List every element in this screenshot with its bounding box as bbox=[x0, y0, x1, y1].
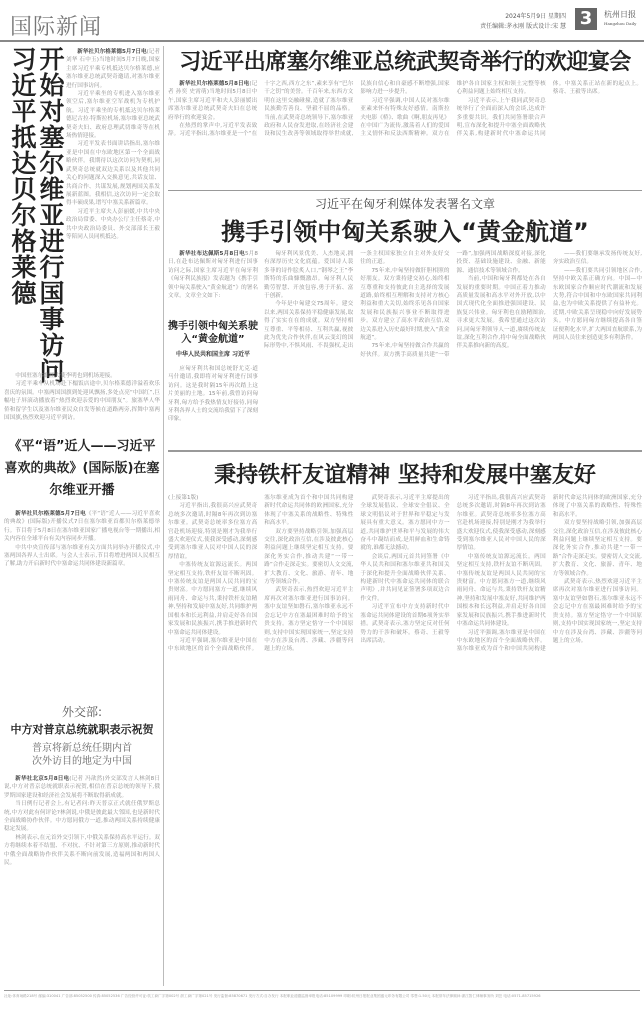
paragraph: 75年来,中匈坚持做合作共赢的好伙伴。双方携手高质量共建“一带一路”,加强两国战略深度对接,深化投资、基础设施建设、金融、新能源、通信技术等领域合作。 bbox=[360, 251, 546, 358]
paragraph: (记者 冯歆然)外交部发言人林剑8日说,中方对普京总统就职表示祝贺,相信在普京总统的领导下,俄罗斯国家建设和经济社会发展将不断取得新成就。 bbox=[4, 776, 160, 799]
a1-headline bbox=[4, 46, 64, 391]
paragraph: 中共中央宣传部与塞尔维亚有关方面共同举办开播仪式,中塞两国各界人士出席。与会人士表示,节目将增进两国人民相互了解,助力开启新时代中塞命运共同体建设新篇章。 bbox=[4, 544, 160, 568]
paragraph: 今年是中匈建交75周年。建交以来,两国关系保持平稳健康发展,取得了实实在在的成就。双方坚持相互尊重、平等相待、互利共赢,视彼此为优先合作伙伴,在风云变幻的国际形势中,不惧风雨、不畏强权,走出一条主权国家独立自主对外友好交往的正道。 bbox=[264, 251, 450, 350]
a2-body bbox=[4, 510, 160, 690]
a3-subtitle: 普京将新总统任期内首次外访目的地定为中国 bbox=[32, 743, 132, 767]
paragraph: 在热烈的掌声中,习近平发表致辞。习近平指出,塞尔维亚是一个“在十字之西,西方之东”,素来享有“巴尔干之钥”的美誉。千百年来,东西方文明在这里交融碰撞,造就了塞尔维亚民族勤劳善良、坚毅不屈的品格。当前,在武契奇总统领导下,塞尔维亚政府和人民奋发进取,在经济社会建设和民生改善等领域取得举世成就,民族自信心和自豪感不断增强,国家影响力进一步提升。 bbox=[168, 81, 450, 138]
a3-dateline: 新华社北京5月8日电 bbox=[15, 776, 70, 782]
column-divider bbox=[163, 46, 164, 986]
a5-box-title: 携手引领中匈关系驶入“黄金航道” bbox=[168, 321, 258, 345]
logo-text: 杭州日报 bbox=[604, 10, 636, 19]
paragraph: 习近平指出,我很高兴应武契奇总统多次邀请,时隔8年再次到访塞尔维亚。武契奇总统率多位塞方高官赴机场迎接,特别是刚才为我举行盛大欢迎仪式,使我深受感动,深刻感受到塞尔维亚人民对中国人民的深厚情谊。 bbox=[168, 503, 258, 560]
paragraph: 武契奇表示,习近平主席提出的全球发展倡议、全球安全倡议、全球文明倡议对于世界和平稳定与发展具有重大意义。塞方愿同中方一道,共同维护世界和平与发展的伟大奋斗中凝结而成,是用鲜血和生命铸就的,谁都无法撼动。 bbox=[360, 495, 450, 552]
a5-box-author: 中华人民共和国主席 习近平 bbox=[175, 351, 251, 358]
a1-body-cont bbox=[4, 372, 160, 432]
divider bbox=[168, 450, 642, 452]
header-rule bbox=[0, 40, 644, 42]
a5-title: 携手引领中匈关系驶入“黄金航道” bbox=[221, 218, 589, 246]
paragraph: 当前,中国和匈牙利都处在各自发展的重要时期。中国正着力推动高质量发展和高水平对外开放,以中国式现代化全面推进强国建设、民族复兴伟业。匈牙利也在励精图治,寻求更大发展。我希望通过这次访问,同匈牙利领导人一道,赓续传统友谊,深化互利合作,将中匈全面战略伙伴关系推向新的高度。 bbox=[456, 276, 546, 350]
paragraph: 匈牙利风景优美、人杰地灵,拥有深厚历史文化底蕴。爱国诗人裴多菲的诗作脍炙人口,“钢琴之王”李斯特的乐曲慷慨激昂。匈牙利人民勤劳智慧、开放包容,勇于开拓、富于创新。 bbox=[264, 251, 354, 300]
a4-dateline: 新华社贝尔格莱德5月8日电 bbox=[179, 81, 250, 87]
a5-body-lead bbox=[168, 250, 258, 317]
paragraph: 林剑表示,在元首外交引领下,中俄关系保持高水平运行。双方将继续本着不结盟、不对抗、不针对第三方原则,推动新时代中俄全面战略协作伙伴关系不断向前发展,造福两国和两国人民。 bbox=[4, 834, 160, 867]
paragraph: 习近平乘坐的专机进入塞尔维亚领空后,塞尔维亚空军战机为专机护航。习近平乘坐的专机抵达贝尔格莱德尼古拉·特斯拉机场,塞尔维亚总统武契奇夫妇、政府总理武切维奇等在机场热情迎接。 bbox=[66, 91, 160, 140]
a4-body bbox=[168, 80, 642, 188]
paragraph: 中塞传统友谊源远流长。两国坚定相互支持,铁杆友谊不断巩固。中塞传统友谊是两国人民共同的宝贵财富。中方愿同塞方一道,继续风雨同舟、命运与共,秉持铁杆友谊精神,坚持和发展中塞友好,共同维护两国根本和长远利益,并肩走好各自国家发展和民族振兴,携手推进新时代中塞命运共同体建设。 bbox=[168, 562, 258, 636]
a5-box bbox=[168, 320, 258, 358]
a1-body bbox=[66, 48, 160, 370]
paragraph: (记者 孙奕 史霄萌)当地时间5月8日中午,国家主席习近平和夫人彭丽媛出席塞尔维亚总统武契奇夫妇在总统府举行的欢迎宴会。 bbox=[168, 81, 258, 121]
footer-rule bbox=[4, 990, 640, 991]
section-title: 国际新闻 bbox=[10, 15, 103, 40]
paragraph: 5月8日,在赴布达佩斯对匈牙利进行国事访问之际,国家主席习近平在匈牙利《匈牙利民族报》发表题为《携手引领中匈关系驶入“黄金航道”》的署名文章。文章全文如下: bbox=[168, 251, 258, 300]
a5-body-left bbox=[168, 365, 258, 445]
paragraph: 双方要坚持战略引领,加强高层交往,深化政治互信,在涉及彼此核心利益问题上继续坚定相互支持。要深化务实合作,推动共建“一带一路”合作走深走实。要密切人文交流,扩大教育、文化、旅游、青年、地方等领域合作。 bbox=[264, 528, 354, 586]
a6-continued: (上接第1版) bbox=[168, 495, 199, 501]
a2-title: 《平“语”近人——习近平喜欢的典故》(国际版)在塞尔维亚开播 bbox=[4, 439, 160, 498]
paragraph: ——我们要继承发扬传统友好,夯实政治互信。 bbox=[552, 251, 642, 266]
paragraph: (记者 刘华 石中玉)当地时间5月7日晚,国家主席习近平乘专机抵达贝尔格莱德,应塞尔维亚总统武契奇邀请,对塞尔维亚进行国事访问。 bbox=[66, 49, 160, 89]
logo-en: Hangzhou Daily bbox=[604, 21, 637, 26]
paragraph: ——我们要共同引领地区合作,坚持中欧关系正确方向。中国—中东欧国家合作顺应时代潮流和发展大势,符合中国和中东欧国家共同利益,也为中欧关系提供了有益补充。近期,中欧关系呈现稳中向好发展势头。中方愿同匈方继续提高各自签证便利化水平,扩大两国直航联系,为两国人员往来创造更多有利条件。 bbox=[552, 267, 642, 342]
a6-title: 秉持铁杆友谊精神 坚持和发展中塞友好 bbox=[214, 463, 596, 488]
paragraph: 习近平强调,塞尔维亚是中国在中东欧地区的首个全面战略伙伴。塞尔维亚成为首个和中国共同构建新时代命运共同体的欧洲国家,充分体现了中塞关系的战略性、特殊性和高水平。 bbox=[456, 495, 642, 653]
paragraph: 习近平强调,塞尔维亚是中国在中东欧地区的首个全面战略伙伴。塞尔维亚成为首个和中国共同构建新时代命运共同体的欧洲国家,充分体现了中塞关系的战略性、特殊性和高水平。 bbox=[168, 495, 354, 653]
paragraph: 习近平表示,上午我同武契奇总统举行了全面而深入的会谈,达成许多重要共识。我们共同签署联合声明,宣布深化和提升中塞全面战略伙伴关系,构建新时代中塞命运共同体。中塞关系正站在新的起点上。蔡奇、王毅等出席。 bbox=[456, 81, 642, 138]
a5-body bbox=[264, 250, 642, 445]
paragraph: 习近平主席夫人彭丽媛,中共中央政治局常委、中央办公厅主任蔡奇,中共中央政治局委员、外交部部长王毅等陪同人员同机抵达。 bbox=[66, 208, 160, 240]
a3-kicker: 外交部: bbox=[61, 705, 103, 719]
issue-date: 2024年5月9日 星期四 bbox=[505, 13, 566, 20]
paragraph: 会谈后,两国元首共同签署《中华人民共和国和塞尔维亚共和国关于深化和提升全面战略伙伴关系、构建新时代中塞命运共同体的联合声明》,并共同见证签署多项双边合作文件。 bbox=[360, 553, 450, 602]
paragraph: 武契奇表示,热烈欢迎习近平主席再次对塞尔维亚进行国事访问。塞中友谊坚如磐石,塞尔维亚永远不会忘记中方在塞最困难时给予的宝贵支持。塞方坚定恪守一个中国原则,支持中国实现国家统一,坚定支持中方在涉及台湾、涉藏、涉疆等问题上的立场。 bbox=[552, 579, 642, 644]
newspaper-logo bbox=[604, 10, 636, 28]
a3-title: 中方对普京总统就职表示祝贺 bbox=[10, 723, 154, 736]
paragraph: 习近平发表书面讲话指出,塞尔维亚是中国在中东欧地区第一个全面战略伙伴。我期待以这次访问为契机,同武契奇总统就双边关系以及其他共同关心的问题深入交换意见,共话友谊、共商合作、共谋发展,规划两国关系发展新蓝图。我相信,这次访问一定会取得丰硕成果,谱写中塞关系新篇章。 bbox=[66, 141, 160, 207]
masthead-info bbox=[480, 12, 566, 32]
paragraph: 中国驻塞尔维亚大使李明也到机场迎接。 bbox=[15, 373, 116, 379]
a1-dateline: 新华社贝尔格莱德5月7日电 bbox=[77, 49, 147, 55]
a5-dateline: 新华社布达佩斯5月8日电 bbox=[179, 251, 245, 257]
page-number: 3 bbox=[575, 8, 597, 30]
a1-title-1: 开始对塞尔维亚进行国事访问 bbox=[36, 46, 65, 384]
a1-title-2: 习近平抵达贝尔格莱德 bbox=[8, 46, 37, 306]
divider bbox=[168, 190, 642, 191]
a4-title: 习近平出席塞尔维亚总统武契奇举行的欢迎宴会 bbox=[179, 50, 631, 75]
paragraph: 《平“语”近人——习近平喜欢的典故》(国际版)开播仪式7日在塞尔维亚首都贝尔格莱德举行。节目将于5月8日在塞尔维亚国家广播电视台等一期播出,相关内容在全球平台有关内容同步开播。 bbox=[4, 511, 160, 543]
paragraph: 中塞传统友谊源远流长。两国坚定相互支持,铁杆友谊不断巩固。中塞传统友谊是两国人民共同的宝贵财富。中方愿同塞方一道,继续风雨同舟、命运与共,秉持铁杆友谊精神,坚持和发展中塞友好,共同维护两国根本和长远利益,并肩走好各自国家发展和民族振兴,携手推进新时代中塞命运共同体建设。 bbox=[456, 553, 546, 628]
a3-body bbox=[4, 775, 160, 985]
paragraph: 习近平乘车从机场赴下榻饭店途中,贝尔格莱德洋溢着欢乐喜庆的氛围。中塞两国国旗到处迎风飘扬,多处点亮“中国红”,巨幅电子屏滚动播放着“热烈欢迎亲爱的中国朋友”。旅塞华人华侨和留学生以及塞尔维亚民众自发等候在道路两旁,挥舞中塞两国国旗,热烈欢迎习近平到访。 bbox=[4, 381, 160, 422]
paragraph: 习近平宣布中方支持新时代中塞命运共同体建设的首期6项务实举措。武契奇表示,塞方坚定反对任何势力的干涉和破坏。蔡奇、王毅等出席活动。 bbox=[360, 604, 450, 644]
a2-dateline: 新华社贝尔格莱德5月7日电 bbox=[15, 511, 86, 517]
a6-body bbox=[168, 494, 642, 984]
a5-kicker: 习近平在匈牙利媒体发表署名文章 bbox=[314, 197, 495, 211]
paragraph: 应匈牙利共和国总统舒尤克·道马什邀请,我即将对匈牙利进行国事访问。这是我时隔15年再次踏上这片美丽的土地。15年前,我曾访问匈牙利,匈方给予我热情友好接待,同匈牙利各界人士的交流给我留下了深刻印象。 bbox=[168, 366, 258, 423]
paragraph: 习近平强调,中国人民对塞尔维亚素来怀有特殊友好感情。南斯拉夫电影《桥》、歌曲《啊,朋友再见》在中国广为流传,激荡着人们的爱国主义情怀和反法西斯精神。双方在维护各自国家主权和领土完整等核心利益问题上始终相互支持。 bbox=[360, 81, 546, 138]
paragraph: 武契奇表示,热烈欢迎习近平主席再次对塞尔维亚进行国事访问。塞中友谊坚如磐石,塞尔维亚永远不会忘记中方在塞最困难时给予的宝贵支持。塞方坚定恪守一个中国原则,支持中国实现国家统一,坚定支持中方在涉及台湾、涉藏、涉疆等问题上的立场。 bbox=[264, 587, 354, 653]
footer-info: 社址:体育场路218号 邮编:310041 广告部:85052500 传真:85052536 广告经营许可证:杭工商广字第002号 浙工商广字第021号 发行监督:85870671 发行方式:自办发行 本报职业道德监督举报电话:85109999 印刷:杭州日报报业集团盛元印务有限公司 零售:1.50元 本报常年法律顾问:浙江智仁律师事务所 刘芸 电话:0571-85715926 bbox=[4, 994, 541, 998]
paragraph: 当日例行记者会上,有记者问:昨天普京正式就任俄罗斯总统,中方对此有何评论?林剑说,中俄是彼此最大邻国,也是新时代全面战略协作伙伴。中方愿同俄方一道,推动两国关系持续健康稳定发展。 bbox=[4, 801, 160, 833]
paragraph: 75年来,中匈坚持做肝胆相照的好朋友。双方秉持建交初心,始终相互尊重和支持彼此自主选择的发展道路,始终相互理解和支持对方核心利益和重大关切,始终乐见各自国家发展和民族振兴事业不断取得进步。双方建立了高水平政治互信,双边关系进入历史最好时期,驶入“黄金航道”。 bbox=[360, 267, 450, 342]
paragraph: 习近平指出,我很高兴应武契奇总统多次邀请,时隔8年再次到访塞尔维亚。武契奇总统率多位塞方高官赴机场迎接,特别是刚才为我举行盛大欢迎仪式,使我深受感动,深刻感受到塞尔维亚人民对中国人民的深厚情谊。 bbox=[456, 495, 546, 552]
editors: 责任编辑:茅永刚 版式设计:宋 慧 bbox=[480, 23, 566, 30]
paragraph: 双方要坚持战略引领,加强高层交往,深化政治互信,在涉及彼此核心利益问题上继续坚定相互支持。要深化务实合作,推动共建“一带一路”合作走深走实。要密切人文交流,扩大教育、文化、旅游、青年、地方等领域合作。 bbox=[552, 520, 642, 577]
